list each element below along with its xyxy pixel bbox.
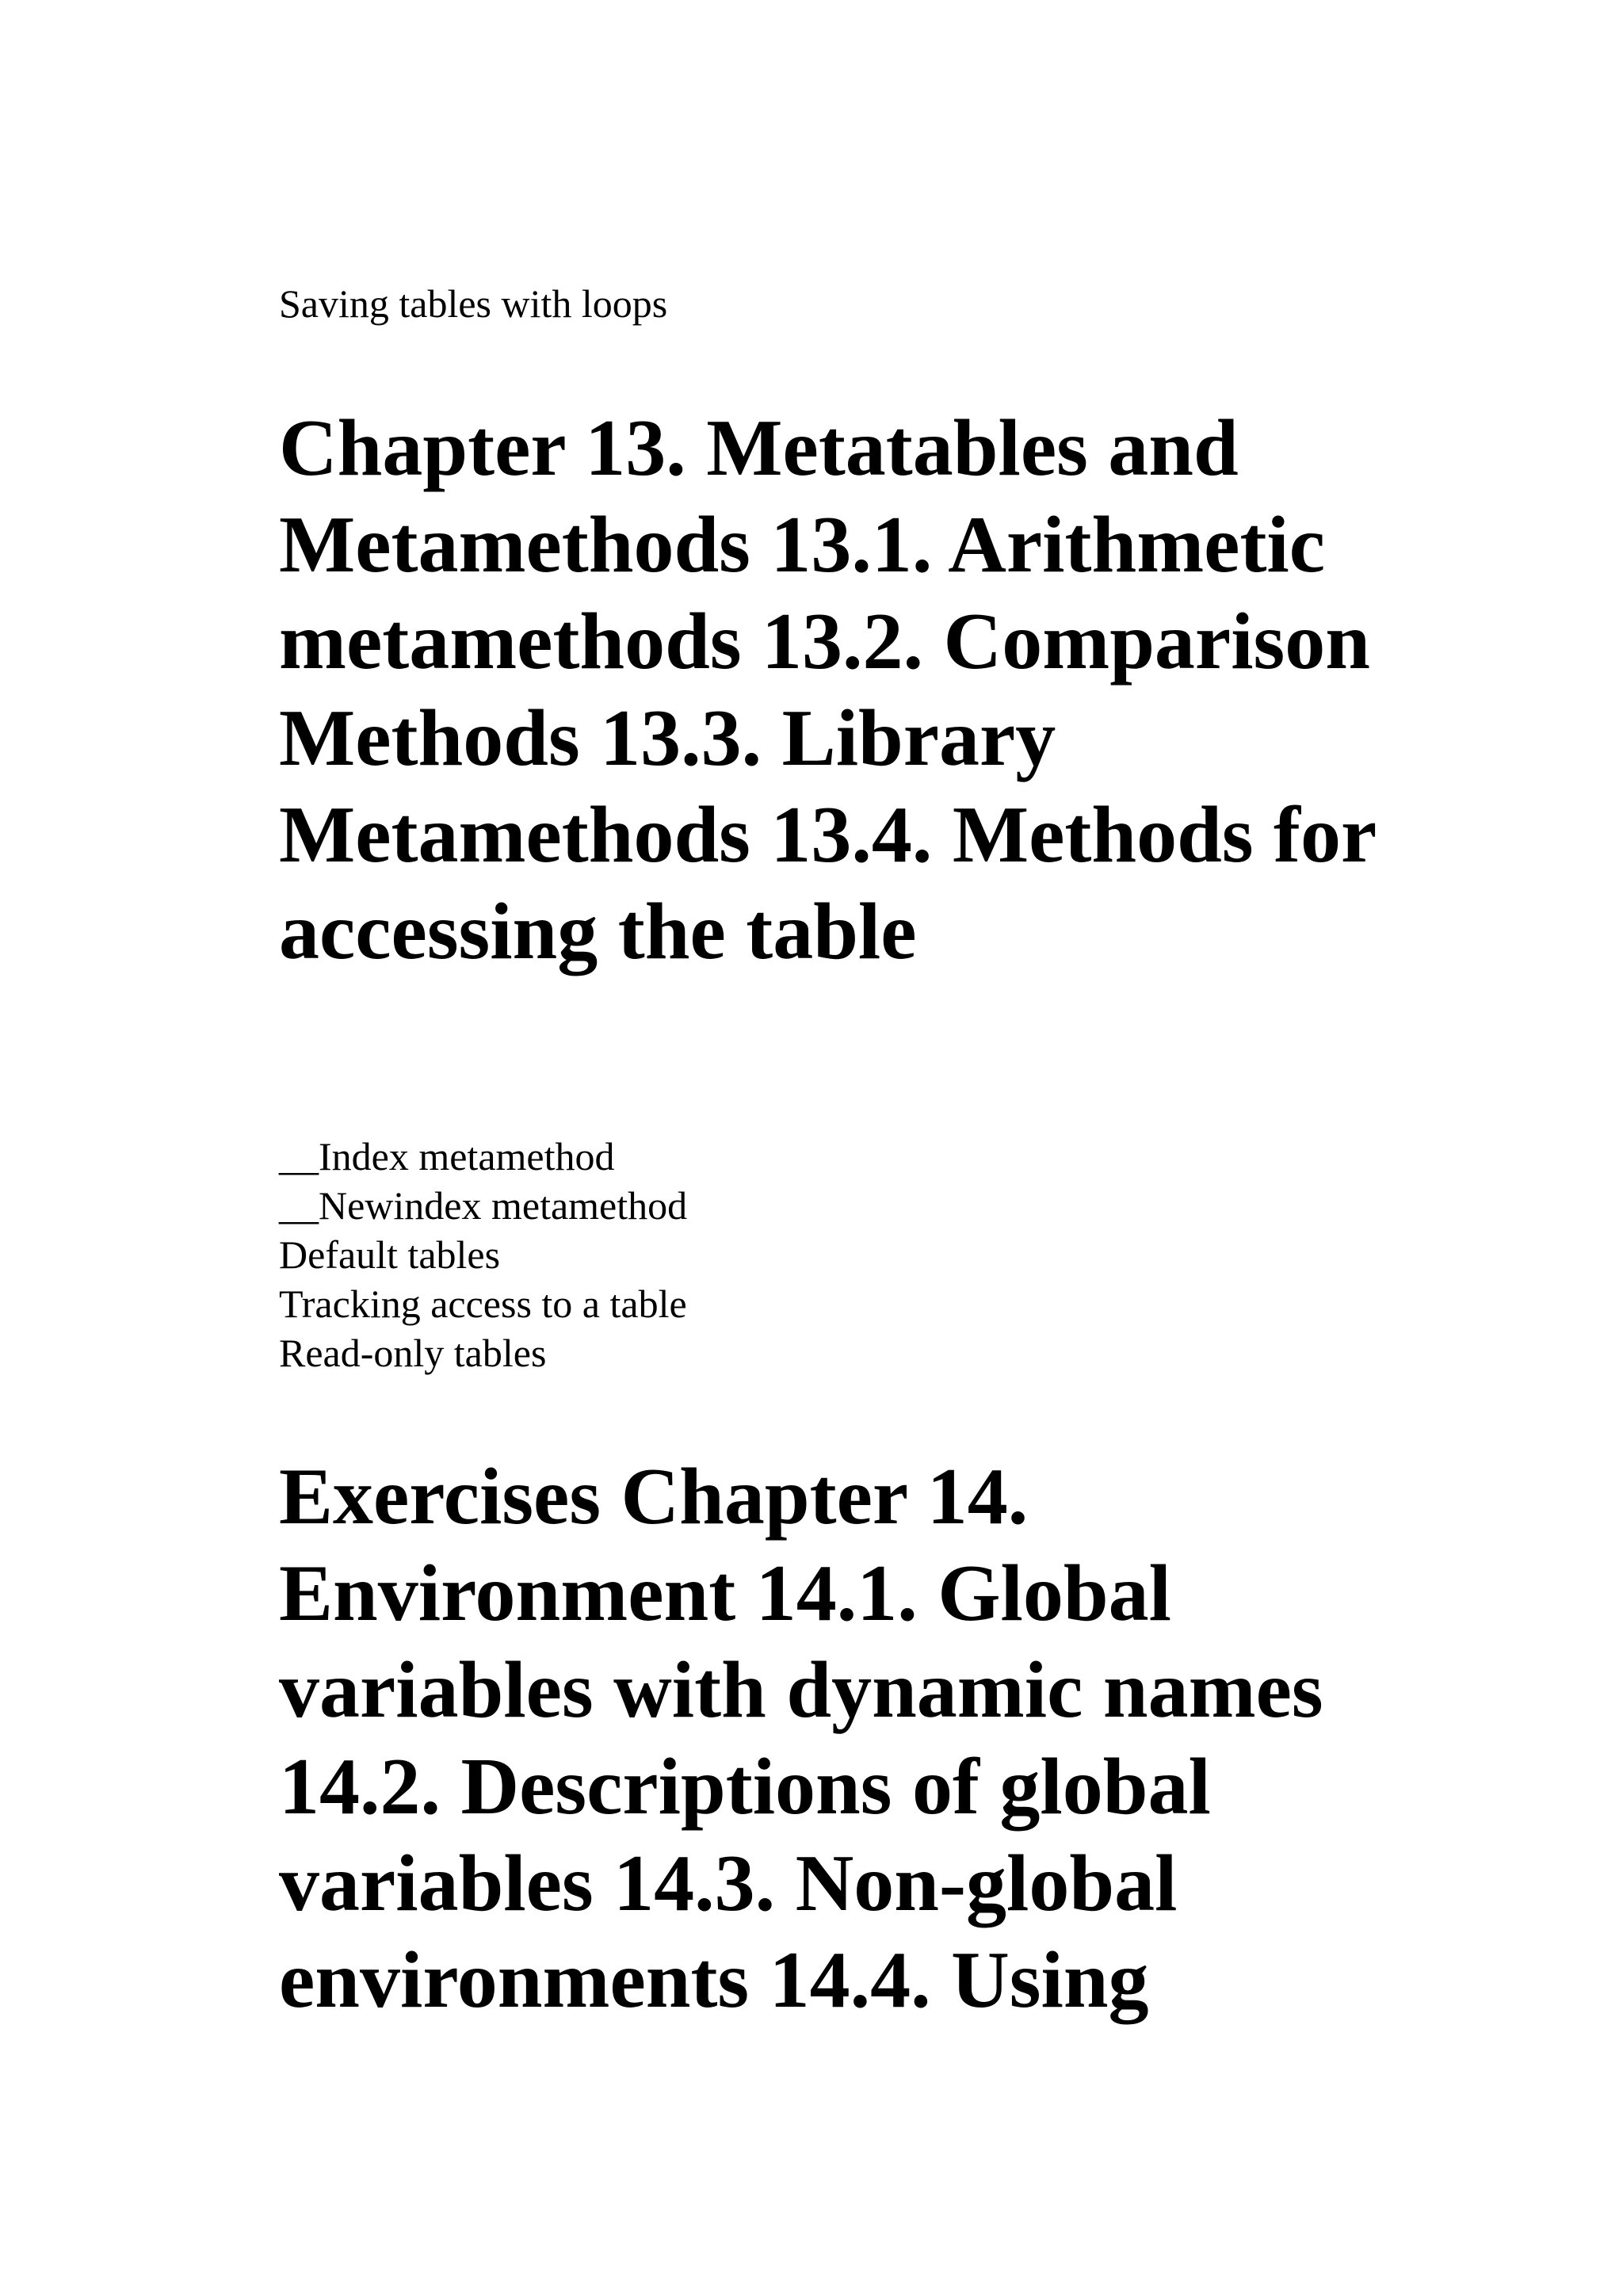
section-item-newindex-metamethod: __Newindex metamethod bbox=[279, 1183, 688, 1228]
section-line-saving-tables: Saving tables with loops bbox=[279, 281, 668, 326]
section-item-default-tables: Default tables bbox=[279, 1232, 501, 1277]
chapter-14-heading: Exercises Chapter 14. Environment 14.1. Global variables with dynamic names 14.2. Descriptions of global variables 14.3. Non-global environments 14.4. Using bbox=[279, 1452, 1323, 2025]
chapter-13-heading: Chapter 13. Metatables and Metamethods 13.1. Arithmetic metamethods 13.2. Comparison Methods 13.3. Library Metamethods 13.4. Methods for accessing the table bbox=[279, 403, 1376, 976]
section-item-read-only-tables: Read-only tables bbox=[279, 1331, 547, 1375]
section-item-tracking-access: Tracking access to a table bbox=[279, 1282, 687, 1326]
section-item-index-metamethod: __Index metamethod bbox=[279, 1134, 615, 1179]
section-list bbox=[279, 1132, 687, 1377]
